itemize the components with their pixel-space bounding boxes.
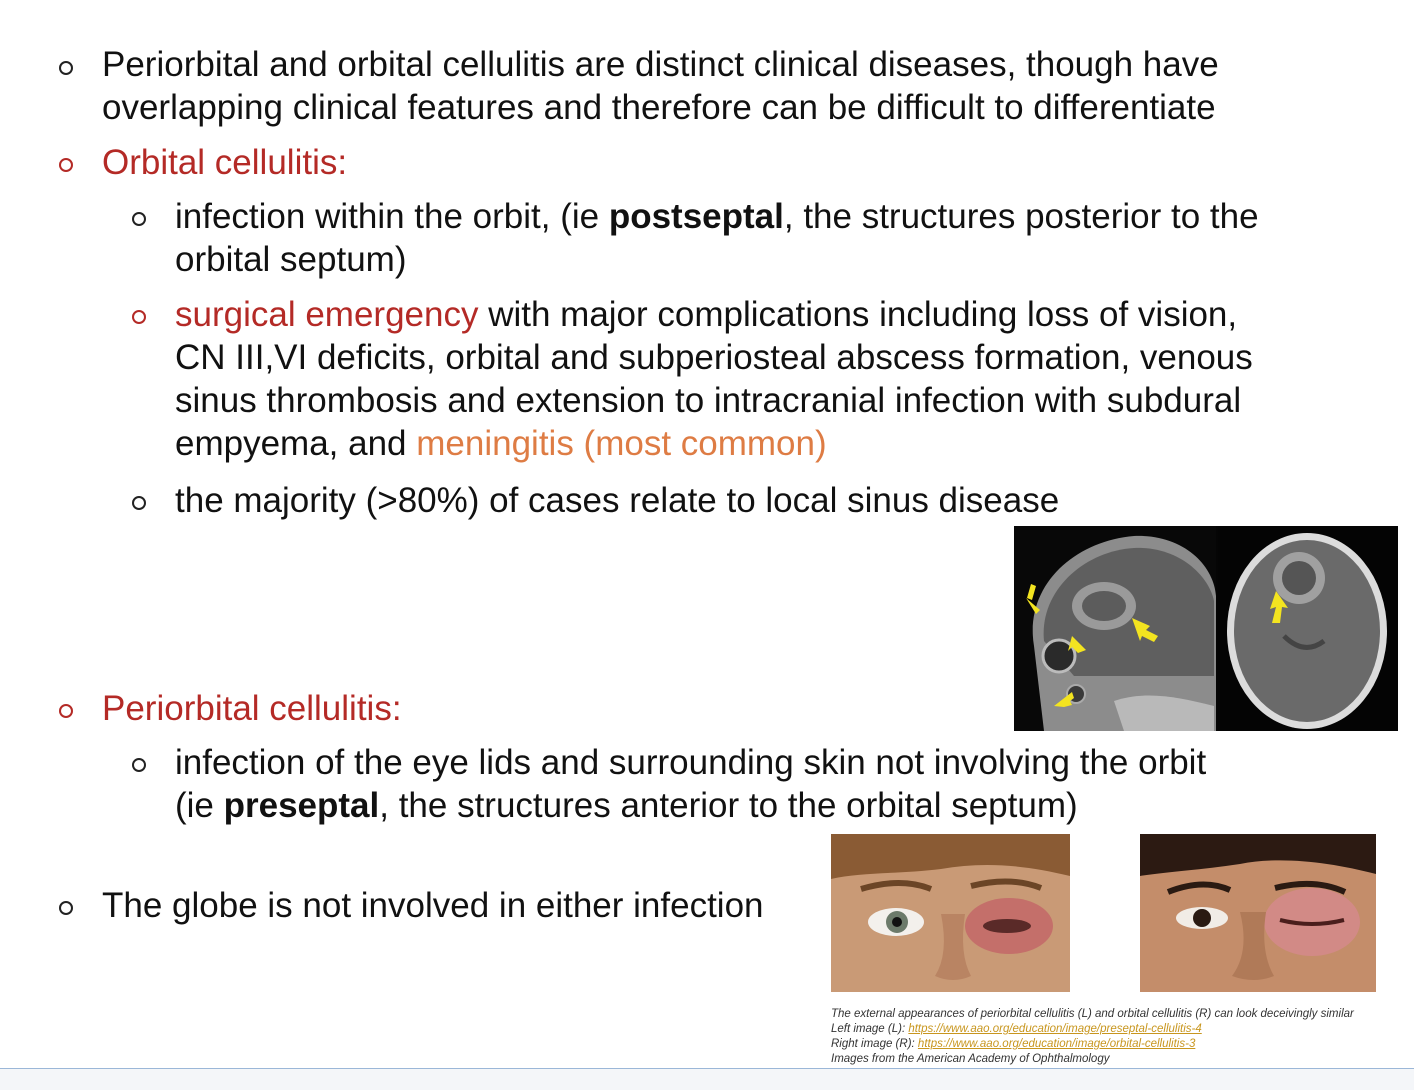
intro-line-2: overlapping clinical features and therefore can be difficult to differentiate — [102, 88, 1216, 127]
globe-text: The globe is not involved in either infection — [102, 886, 764, 925]
periorbital-point-1: infection of the eye lids and surrounding skin not involving the orbit (ie preseptal, the structures anterior to the orbital septum) — [175, 743, 1207, 825]
periorbital-cellulitis-photo — [831, 834, 1070, 992]
image-caption: The external appearances of periorbital cellulitis (L) and orbital cellulitis (R) can look deceivingly similar Left image (L): https://www.aao.org/education/image/preseptal-cellulitis-4 Right image (R): https://www.aao.org/education/image/orbital-cellulitis-3 Images from the American Academy of Ophthalmology — [831, 1007, 1414, 1067]
bullet-hollow-icon — [59, 704, 73, 718]
periorbital-heading: Periorbital cellulitis: — [102, 689, 402, 728]
caption-line-1: The external appearances of periorbital cellulitis (L) and orbital cellulitis (R) can look deceivingly similar — [831, 1008, 1354, 1020]
bullet-hollow-icon — [59, 901, 73, 915]
orbital-point-1: infection within the orbit, (ie postseptal, the structures posterior to the orbital septum) — [175, 197, 1259, 279]
bullet-hollow-icon — [59, 61, 73, 75]
right-image-link[interactable]: https://www.aao.org/education/image/orbital-cellulitis-3 — [917, 1038, 1196, 1050]
orbital-point-3: the majority (>80%) of cases relate to local sinus disease — [175, 481, 1060, 520]
bullet-hollow-icon — [132, 496, 146, 510]
orbital-point-2: surgical emergency with major complications including loss of vision, CN III,VI deficits, orbital and subperiosteal abscess formation, venous sinus thrombosis and extension to intracranial infection with subdural empyema, and meningitis (most common) — [175, 295, 1253, 463]
intro-text — [102, 43, 1219, 129]
orbital-cellulitis-photo — [1140, 834, 1376, 992]
bullet-hollow-icon — [59, 158, 73, 172]
bullet-hollow-icon — [132, 212, 146, 226]
caption-credit: Images from the American Academy of Ophthalmology — [831, 1053, 1110, 1065]
viewer-background — [0, 1069, 1414, 1090]
bullet-hollow-icon — [132, 758, 146, 772]
orbital-heading: Orbital cellulitis: — [102, 143, 348, 182]
left-image-link[interactable]: https://www.aao.org/education/image/preseptal-cellulitis-4 — [908, 1023, 1202, 1035]
ct-scan-images — [1014, 526, 1398, 731]
bullet-hollow-icon — [132, 310, 146, 324]
intro-line-1: Periorbital and orbital cellulitis are distinct clinical diseases, though have — [102, 45, 1219, 84]
